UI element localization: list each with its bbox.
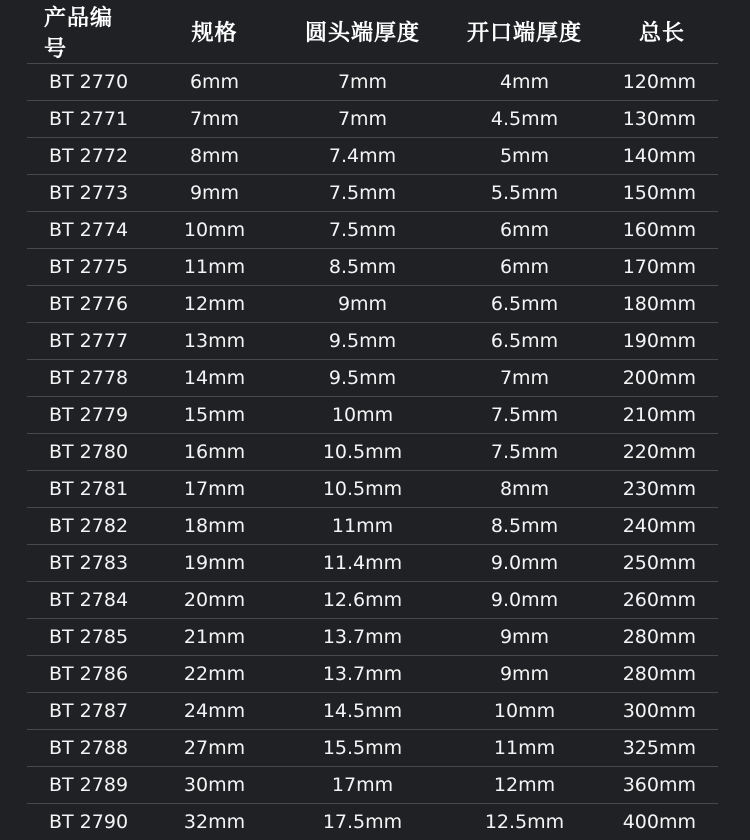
open-end-thickness-cell: 6mm <box>431 249 618 286</box>
product-code-cell: BT 2789 <box>27 767 135 804</box>
round-end-thickness-cell: 13.7mm <box>294 619 431 656</box>
table-row <box>27 619 718 656</box>
open-end-thickness-cell: 9mm <box>431 619 618 656</box>
round-end-thickness-cell: 13.7mm <box>294 656 431 693</box>
size-cell: 22mm <box>135 656 294 693</box>
round-end-thickness-cell: 10.5mm <box>294 434 431 471</box>
table-row <box>27 508 718 545</box>
product-code-cell: BT 2783 <box>27 545 135 582</box>
open-end-thickness-cell: 12mm <box>431 767 618 804</box>
table-row <box>27 434 718 471</box>
table-row <box>27 656 718 693</box>
table-row <box>27 249 718 286</box>
product-code-cell: BT 2790 <box>27 804 135 840</box>
open-end-thickness-cell: 7mm <box>431 360 618 397</box>
total-length-cell: 150mm <box>618 175 718 212</box>
round-end-thickness-cell: 9.5mm <box>294 360 431 397</box>
size-cell: 13mm <box>135 323 294 360</box>
product-code-cell: BT 2788 <box>27 730 135 767</box>
open-end-thickness-cell: 5.5mm <box>431 175 618 212</box>
header-total-length: 总长 <box>618 0 718 64</box>
table-header <box>27 0 718 64</box>
total-length-cell: 300mm <box>618 693 718 730</box>
product-code-cell: BT 2781 <box>27 471 135 508</box>
total-length-cell: 230mm <box>618 471 718 508</box>
total-length-cell: 140mm <box>618 138 718 175</box>
size-cell: 15mm <box>135 397 294 434</box>
round-end-thickness-cell: 8.5mm <box>294 249 431 286</box>
open-end-thickness-cell: 12.5mm <box>431 804 618 840</box>
total-length-cell: 280mm <box>618 619 718 656</box>
total-length-cell: 190mm <box>618 323 718 360</box>
table-row <box>27 212 718 249</box>
product-code-cell: BT 2786 <box>27 656 135 693</box>
open-end-thickness-cell: 8mm <box>431 471 618 508</box>
round-end-thickness-cell: 11mm <box>294 508 431 545</box>
size-cell: 9mm <box>135 175 294 212</box>
open-end-thickness-cell: 11mm <box>431 730 618 767</box>
header-product-code: 产品编号 <box>27 0 135 64</box>
size-cell: 12mm <box>135 286 294 323</box>
total-length-cell: 250mm <box>618 545 718 582</box>
product-code-cell: BT 2776 <box>27 286 135 323</box>
total-length-cell: 210mm <box>618 397 718 434</box>
product-code-cell: BT 2787 <box>27 693 135 730</box>
size-cell: 14mm <box>135 360 294 397</box>
size-cell: 32mm <box>135 804 294 840</box>
open-end-thickness-cell: 9mm <box>431 656 618 693</box>
product-code-cell: BT 2771 <box>27 101 135 138</box>
size-cell: 10mm <box>135 212 294 249</box>
round-end-thickness-cell: 7.5mm <box>294 175 431 212</box>
total-length-cell: 120mm <box>618 64 718 101</box>
round-end-thickness-cell: 17mm <box>294 767 431 804</box>
total-length-cell: 280mm <box>618 656 718 693</box>
open-end-thickness-cell: 7.5mm <box>431 434 618 471</box>
table-row <box>27 804 718 840</box>
product-code-cell: BT 2782 <box>27 508 135 545</box>
table-row <box>27 471 718 508</box>
table-row <box>27 64 718 101</box>
round-end-thickness-cell: 7.5mm <box>294 212 431 249</box>
table-row <box>27 545 718 582</box>
total-length-cell: 160mm <box>618 212 718 249</box>
total-length-cell: 400mm <box>618 804 718 840</box>
total-length-cell: 240mm <box>618 508 718 545</box>
round-end-thickness-cell: 17.5mm <box>294 804 431 840</box>
product-code-cell: BT 2774 <box>27 212 135 249</box>
table-row <box>27 360 718 397</box>
header-round-end-thickness: 圆头端厚度 <box>294 0 431 64</box>
size-cell: 6mm <box>135 64 294 101</box>
total-length-cell: 360mm <box>618 767 718 804</box>
round-end-thickness-cell: 9mm <box>294 286 431 323</box>
product-code-cell: BT 2780 <box>27 434 135 471</box>
size-cell: 11mm <box>135 249 294 286</box>
open-end-thickness-cell: 6.5mm <box>431 286 618 323</box>
size-cell: 18mm <box>135 508 294 545</box>
total-length-cell: 130mm <box>618 101 718 138</box>
product-code-cell: BT 2778 <box>27 360 135 397</box>
round-end-thickness-cell: 15.5mm <box>294 730 431 767</box>
size-cell: 17mm <box>135 471 294 508</box>
open-end-thickness-cell: 6mm <box>431 212 618 249</box>
table-row <box>27 693 718 730</box>
product-code-cell: BT 2772 <box>27 138 135 175</box>
header-size: 规格 <box>135 0 294 64</box>
table-row <box>27 175 718 212</box>
open-end-thickness-cell: 10mm <box>431 693 618 730</box>
round-end-thickness-cell: 9.5mm <box>294 323 431 360</box>
size-cell: 16mm <box>135 434 294 471</box>
open-end-thickness-cell: 5mm <box>431 138 618 175</box>
table-row <box>27 582 718 619</box>
product-code-cell: BT 2777 <box>27 323 135 360</box>
table-row <box>27 101 718 138</box>
round-end-thickness-cell: 7.4mm <box>294 138 431 175</box>
size-cell: 24mm <box>135 693 294 730</box>
round-end-thickness-cell: 10mm <box>294 397 431 434</box>
size-cell: 30mm <box>135 767 294 804</box>
size-cell: 27mm <box>135 730 294 767</box>
header-open-end-thickness: 开口端厚度 <box>431 0 618 64</box>
table-row <box>27 323 718 360</box>
open-end-thickness-cell: 7.5mm <box>431 397 618 434</box>
total-length-cell: 170mm <box>618 249 718 286</box>
open-end-thickness-cell: 9.0mm <box>431 582 618 619</box>
spec-table <box>27 0 718 840</box>
table-body <box>27 64 718 840</box>
product-code-cell: BT 2770 <box>27 64 135 101</box>
total-length-cell: 220mm <box>618 434 718 471</box>
open-end-thickness-cell: 4mm <box>431 64 618 101</box>
table-row <box>27 138 718 175</box>
product-code-cell: BT 2784 <box>27 582 135 619</box>
size-cell: 19mm <box>135 545 294 582</box>
table-row <box>27 767 718 804</box>
table-row <box>27 286 718 323</box>
table-row <box>27 730 718 767</box>
size-cell: 8mm <box>135 138 294 175</box>
header-row <box>27 0 718 64</box>
total-length-cell: 180mm <box>618 286 718 323</box>
product-code-cell: BT 2779 <box>27 397 135 434</box>
total-length-cell: 200mm <box>618 360 718 397</box>
size-cell: 21mm <box>135 619 294 656</box>
size-cell: 7mm <box>135 101 294 138</box>
open-end-thickness-cell: 4.5mm <box>431 101 618 138</box>
open-end-thickness-cell: 9.0mm <box>431 545 618 582</box>
product-code-cell: BT 2775 <box>27 249 135 286</box>
total-length-cell: 260mm <box>618 582 718 619</box>
product-code-cell: BT 2773 <box>27 175 135 212</box>
product-code-cell: BT 2785 <box>27 619 135 656</box>
round-end-thickness-cell: 7mm <box>294 64 431 101</box>
open-end-thickness-cell: 8.5mm <box>431 508 618 545</box>
round-end-thickness-cell: 11.4mm <box>294 545 431 582</box>
round-end-thickness-cell: 12.6mm <box>294 582 431 619</box>
open-end-thickness-cell: 6.5mm <box>431 323 618 360</box>
total-length-cell: 325mm <box>618 730 718 767</box>
round-end-thickness-cell: 14.5mm <box>294 693 431 730</box>
round-end-thickness-cell: 10.5mm <box>294 471 431 508</box>
size-cell: 20mm <box>135 582 294 619</box>
table-row <box>27 397 718 434</box>
round-end-thickness-cell: 7mm <box>294 101 431 138</box>
